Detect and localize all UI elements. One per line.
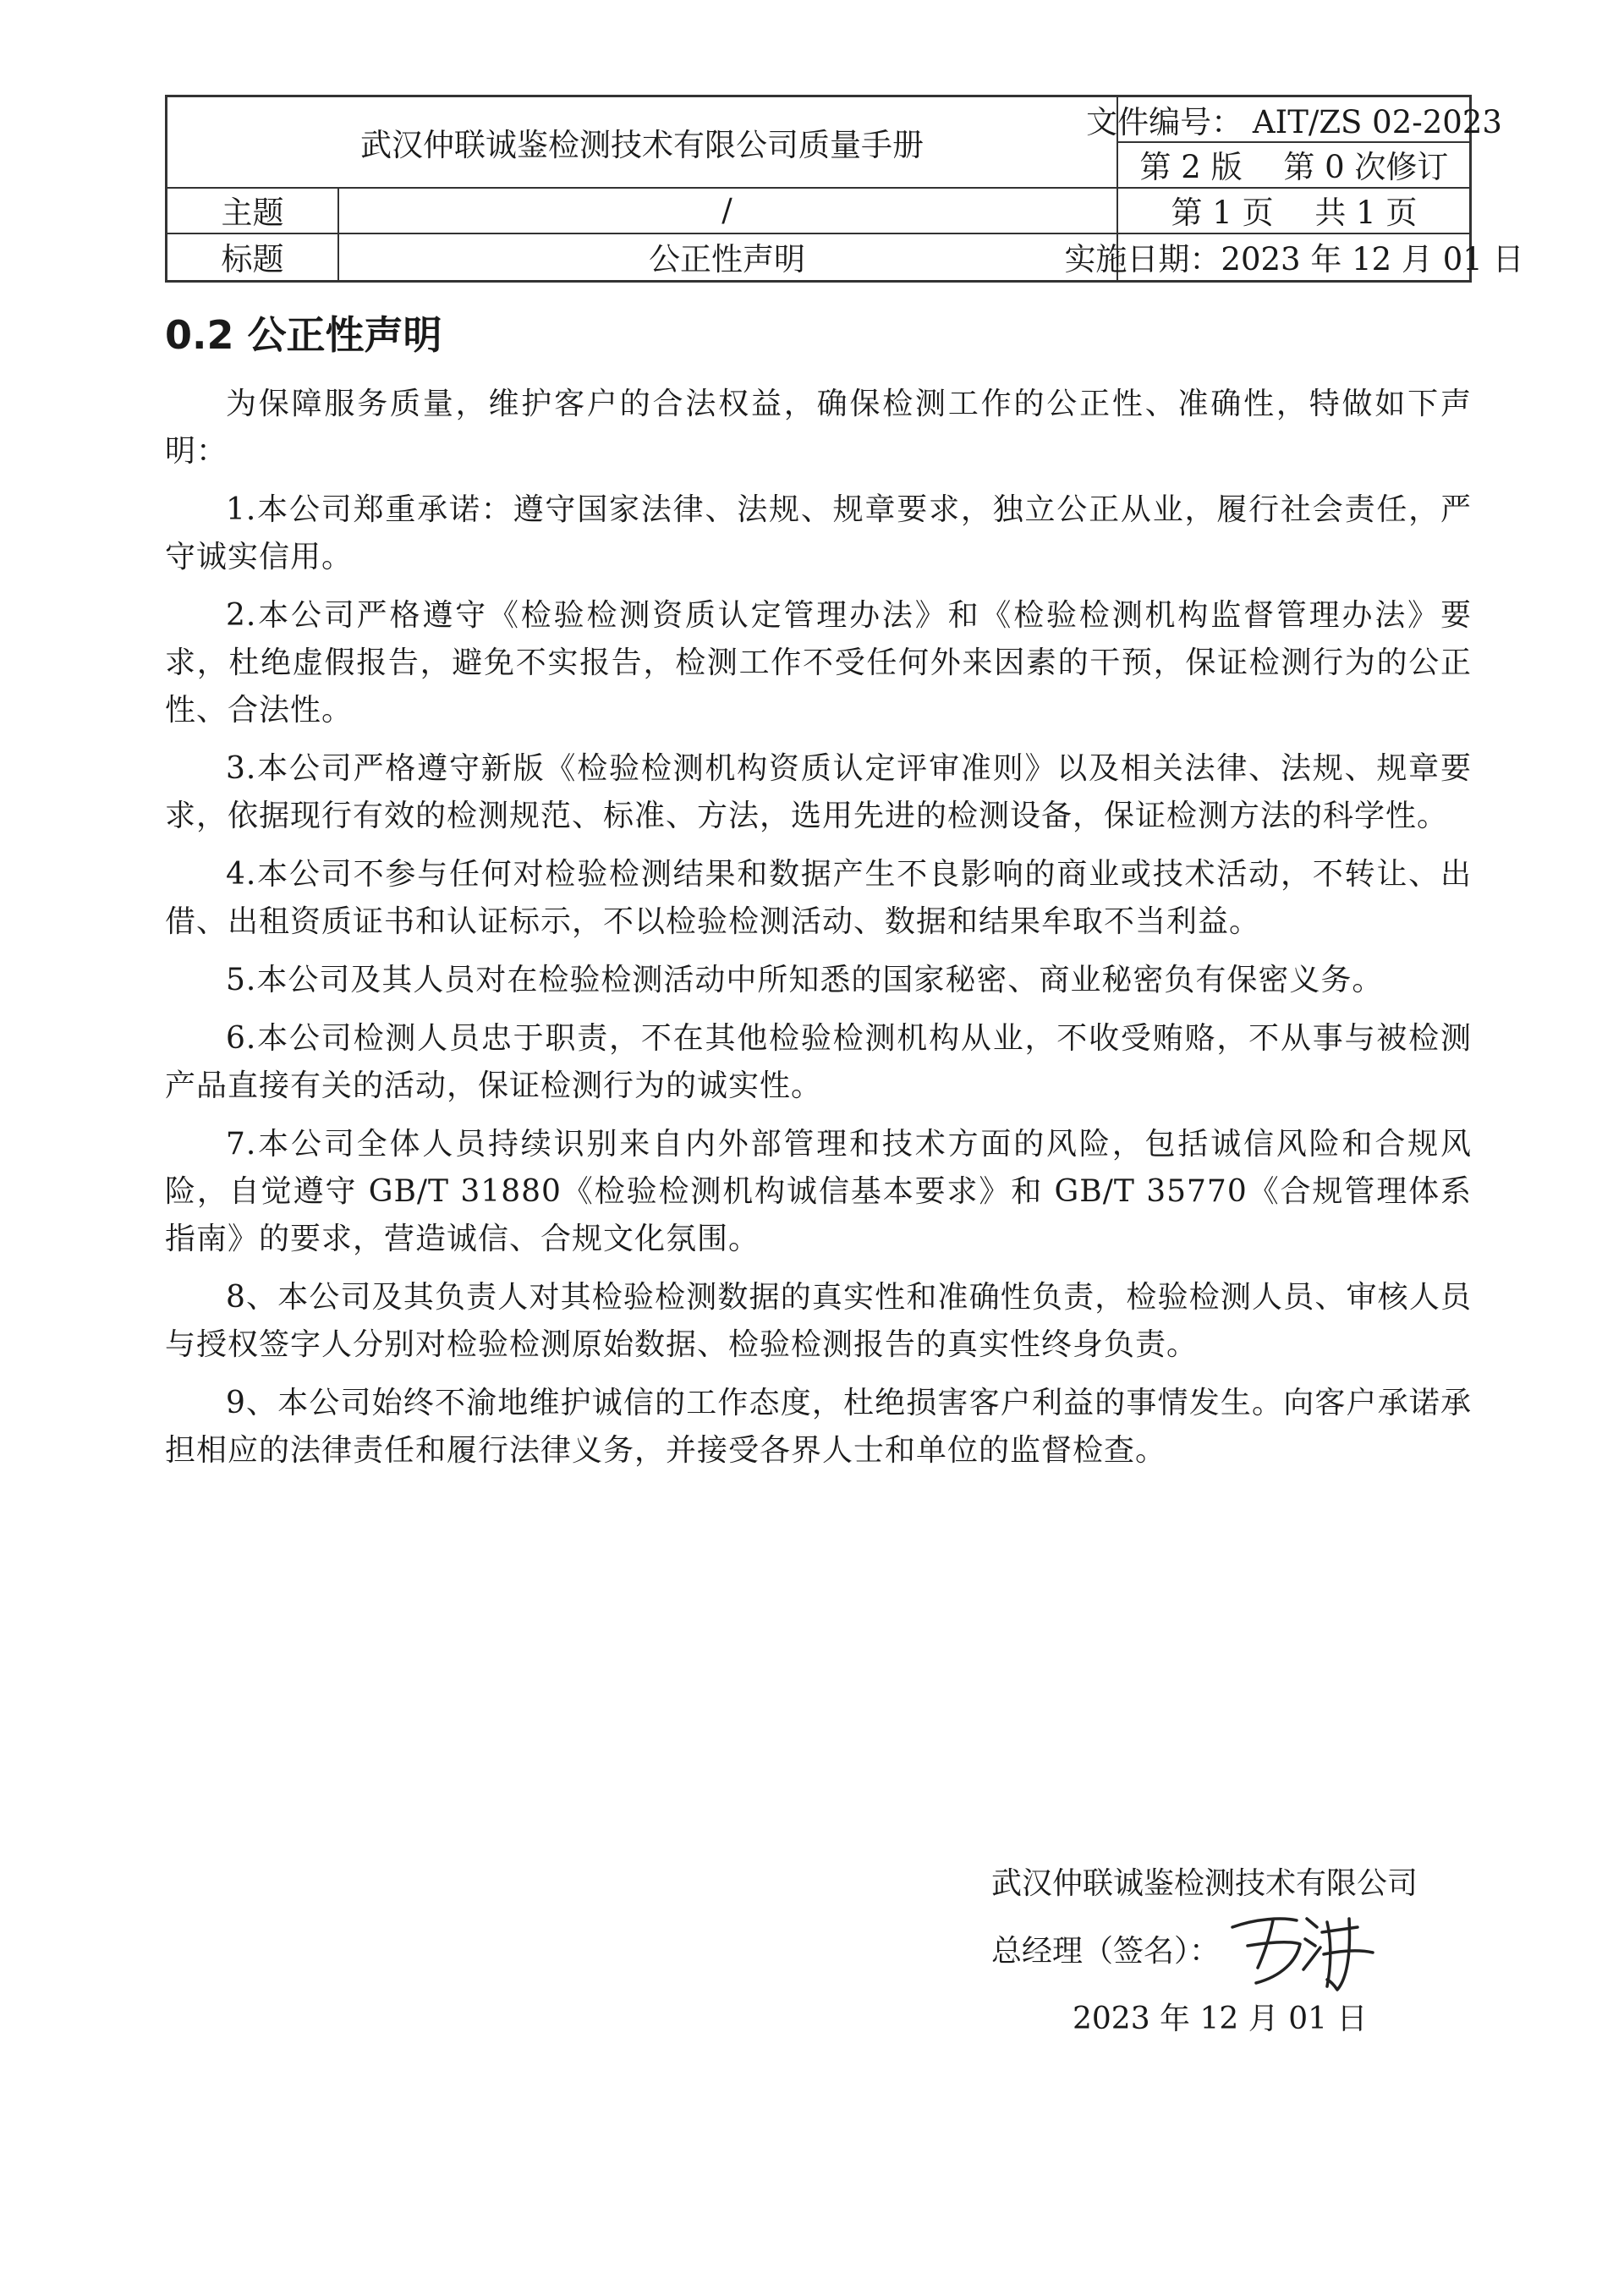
subject-label: 主题 (221, 195, 284, 231)
clause-paragraph: 4.本公司不参与任何对检验检测结果和数据产生不良影响的商业或技术活动，不转让、出借、出租资质证书和认证标示，不以检验检测活动、数据和结果牟取不当利益。 (165, 857, 1472, 939)
clause-paragraph: 9、本公司始终不渝地维护诚信的工作态度，杜绝损害客户利益的事情发生。向客户承诺承担相应的法律责任和履行法律义务，并接受各界人士和单位的监督检查。 (165, 1386, 1472, 1468)
manual-title: 武汉仲联诚鉴检测技术有限公司质量手册 (360, 127, 924, 163)
clause-paragraph: 1.本公司郑重承诺：遵守国家法律、法规、规章要求，独立公正从业，履行社会责任，严守诚实信用。 (165, 492, 1472, 574)
signature-date: 2023 年 12 月 01 日 (1073, 2002, 1368, 2036)
title-label: 标题 (221, 241, 284, 277)
intro-paragraph: 为保障服务质量，维护客户的合法权益，确保检测工作的公正性、准确性，特做如下声明： (165, 387, 1472, 469)
title-value: 公正性声明 (649, 241, 805, 277)
clause-paragraph: 2.本公司严格遵守《检验检测资质认定管理办法》和《检验检测机构监督管理办法》要求，杜绝虚假报告，避免不实报告，检测工作不受任何外来因素的干预，保证检测行为的公正性、合法性。 (165, 598, 1472, 728)
subject-value: / (721, 191, 732, 228)
clause-paragraph: 7.本公司全体人员持续识别来自内外部管理和技术方面的风险，包括诚信风险和合规风险，自觉遵守 GB/T 31880《检验检测机构诚信基本要求》和 GB/T 35770《合规管理体系指南》的要求，营造诚信、合规文化氛围。 (165, 1127, 1472, 1256)
statement-body (165, 381, 1472, 1486)
signer-label: 总经理（签名）： (991, 1934, 1221, 1969)
section-title: 0.2 公正性声明 (165, 312, 442, 358)
file-number: 文件编号： AIT/ZS 02-2023 (1086, 104, 1502, 140)
handwritten-signature (1222, 1902, 1391, 1995)
signature-company: 武汉仲联诚鉴检测技术有限公司 (991, 1866, 1418, 1901)
clause-paragraph: 8、本公司及其负责人对其检验检测数据的真实性和准确性负责，检验检测人员、审核人员与授权签字人分别对检验检测原始数据、检验检测报告的真实性终身负责。 (165, 1280, 1472, 1362)
clause-paragraph: 3.本公司严格遵守新版《检验检测机构资质认定评审准则》以及相关法律、法规、规章要求，依据现行有效的检测规范、标准、方法，选用先进的检测设备，保证检测方法的科学性。 (165, 751, 1472, 833)
document-header-table (165, 95, 1524, 283)
effective-date: 实施日期：2023 年 12 月 01 日 (1064, 241, 1524, 277)
clause-paragraph: 5.本公司及其人员对在检验检测活动中所知悉的国家秘密、商业秘密负有保密义务。 (226, 963, 1384, 997)
page-info: 第 1 页 共 1 页 (1171, 195, 1418, 231)
clause-paragraph: 6.本公司检测人员忠于职责，不在其他检验检测机构从业，不收受贿赂，不从事与被检测产品直接有关的活动，保证检测行为的诚实性。 (165, 1021, 1472, 1103)
edition-info: 第 2 版 第 0 次修订 (1139, 149, 1449, 185)
